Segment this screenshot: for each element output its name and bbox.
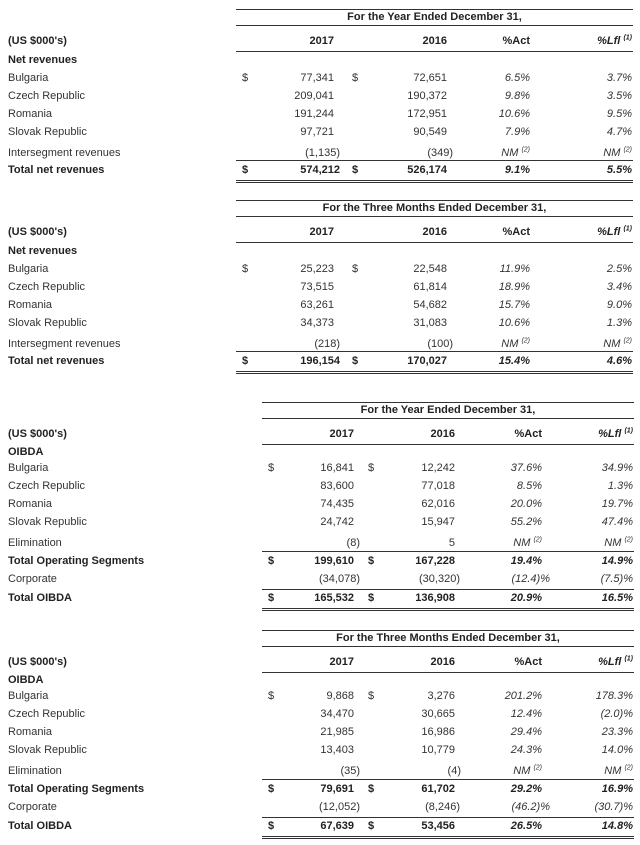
value-2017: 83,600 <box>320 480 354 492</box>
row-label: Slovak Republic <box>8 516 87 528</box>
total-row: Total net revenues $ 574,212 $ 526,174 9.1% 5.5% <box>8 164 632 176</box>
currency-2016: $ <box>368 462 375 474</box>
row-label: Intersegment revenues <box>8 147 121 159</box>
pct-lfl: 3.4% <box>606 281 632 293</box>
value-2016: 77,018 <box>421 480 455 492</box>
pct-lfl: 3.5% <box>606 90 632 102</box>
value-2017: 97,721 <box>300 126 334 138</box>
pct-lfl: 23.3% <box>601 726 633 738</box>
value-2016: 61,814 <box>413 281 447 293</box>
row-label: Romania <box>8 498 53 510</box>
row-label: Bulgaria <box>8 72 49 84</box>
pct-act: NM $^{(2)}$ <box>513 764 542 777</box>
value-2016: 10,779 <box>421 744 455 756</box>
pct-lfl: 4.7% <box>606 126 632 138</box>
row-label: Slovak Republic <box>8 744 87 756</box>
row-label: Elimination <box>8 537 62 549</box>
col-lfl: %Lfl $^{(1)}$ <box>597 34 632 47</box>
value-2017: 63,261 <box>300 299 334 311</box>
value-2016: 16,986 <box>421 726 455 738</box>
value-2017: 34,470 <box>320 708 354 720</box>
value-2017: (35) <box>340 765 360 777</box>
row-label: Bulgaria <box>8 263 49 275</box>
unit-label: (US $000's) <box>8 35 67 47</box>
value-2016: 5 <box>448 537 455 549</box>
table-row <box>0 296 640 314</box>
value-2016: 22,548 <box>413 263 447 275</box>
pct-act: 6.5% <box>504 72 530 84</box>
subtotal-row: Total Operating Segments $ 79,691 $ 61,702 29.2% 16.9% <box>8 783 633 795</box>
table-row <box>0 723 640 741</box>
corporate-row: Corporate (34,078) (30,320) (12.4)% (7.5)% <box>8 573 633 585</box>
pct-lfl: 178.3% <box>595 690 633 702</box>
row-label: Bulgaria <box>8 462 49 474</box>
pct-act: 15.7% <box>498 299 530 311</box>
row-label: Slovak Republic <box>8 317 87 329</box>
table-row <box>0 459 640 477</box>
pct-act: 8.5% <box>516 480 542 492</box>
period-header: For the Year Ended December 31, <box>262 402 634 419</box>
pct-act: 12.4% <box>510 708 542 720</box>
row-label: Slovak Republic <box>8 126 87 138</box>
col-act: %Act <box>502 35 530 47</box>
pct-act: 55.2% <box>510 516 542 528</box>
pct-act: 24.3% <box>510 744 542 756</box>
row-label: Elimination <box>8 765 62 777</box>
value-2017: (1,135) <box>305 147 340 159</box>
pct-act: 29.4% <box>510 726 542 738</box>
currency-2016: $ <box>352 263 359 275</box>
value-2017: 77,341 <box>300 72 334 84</box>
value-2017: 73,515 <box>300 281 334 293</box>
pct-lfl: 14.0% <box>601 744 633 756</box>
subtotal-row: Total Operating Segments $ 199,610 $ 167,228 19.4% 14.9% <box>8 555 633 567</box>
total-row: Total OIBDA $ 165,532 $ 136,908 20.9% 16.5% <box>8 592 633 604</box>
row-label: Bulgaria <box>8 690 49 702</box>
value-2017: 24,742 <box>320 516 354 528</box>
value-2017: 9,868 <box>326 690 354 702</box>
pct-lfl: (2.0)% <box>600 708 633 720</box>
value-2017: 191,244 <box>294 108 334 120</box>
value-2017: 25,223 <box>300 263 334 275</box>
pct-act: 11.9% <box>499 263 530 275</box>
table-row <box>0 477 640 495</box>
period-header: For the Three Months Ended December 31, <box>236 200 633 217</box>
pct-lfl: 2.5% <box>606 263 632 275</box>
table-row <box>0 105 640 123</box>
value-2016: (100) <box>427 338 453 350</box>
value-2017: 16,841 <box>320 462 354 474</box>
corporate-row: Corporate (12,052) (8,246) (46.2)% (30.7)% <box>8 801 633 813</box>
table-row <box>0 260 640 278</box>
row-label: Romania <box>8 299 53 311</box>
pct-act: 201.2% <box>504 690 542 702</box>
table-row <box>0 123 640 141</box>
value-2016: 172,951 <box>407 108 447 120</box>
pct-lfl: NM $^{(2)}$ <box>604 764 633 777</box>
col-2017: 2017 <box>309 35 334 47</box>
table-row <box>0 741 640 759</box>
total-row: Total net revenues $ 196,154 $ 170,027 15.4% 4.6% <box>8 355 632 367</box>
pct-act: 37.6% <box>510 462 542 474</box>
value-2016: 90,549 <box>413 126 447 138</box>
value-2016: 30,665 <box>421 708 455 720</box>
value-2017: 21,985 <box>320 726 354 738</box>
pct-act: NM $^{(2)}$ <box>501 337 530 350</box>
value-2016: 62,016 <box>421 498 455 510</box>
section-label: Net revenues <box>8 54 78 66</box>
value-2016: 190,372 <box>407 90 447 102</box>
total-row: Total OIBDA $ 67,639 $ 53,456 26.5% 14.8% <box>8 820 633 832</box>
currency-2017: $ <box>242 72 249 84</box>
value-2016: 31,083 <box>413 317 447 329</box>
pct-lfl: 9.5% <box>606 108 632 120</box>
value-2016: 54,682 <box>413 299 447 311</box>
period-header: For the Year Ended December 31, <box>236 9 633 26</box>
pct-lfl: 1.3% <box>606 317 632 329</box>
row-label: Czech Republic <box>8 708 86 720</box>
table-row <box>0 278 640 296</box>
row-label: Czech Republic <box>8 480 86 492</box>
value-2017: 209,041 <box>294 90 334 102</box>
value-2016: (349) <box>427 147 453 159</box>
table-row <box>0 495 640 513</box>
table-row <box>0 314 640 332</box>
currency-2016: $ <box>352 72 359 84</box>
pct-act: 18.9% <box>498 281 530 293</box>
currency-2016: $ <box>368 690 375 702</box>
pct-act: 10.6% <box>498 108 530 120</box>
value-2017: (218) <box>314 338 340 350</box>
pct-lfl: 3.7% <box>606 72 632 84</box>
table-row <box>0 705 640 723</box>
pct-act: 9.8% <box>504 90 530 102</box>
row-label: Czech Republic <box>8 281 86 293</box>
value-2016: 72,651 <box>413 72 447 84</box>
table-row <box>0 513 640 531</box>
value-2016: 12,242 <box>421 462 455 474</box>
currency-2017: $ <box>268 690 275 702</box>
row-label: Romania <box>8 108 53 120</box>
pct-lfl: NM $^{(2)}$ <box>603 337 632 350</box>
row-label: Czech Republic <box>8 90 86 102</box>
col-2016: 2016 <box>422 35 447 47</box>
currency-2017: $ <box>268 462 275 474</box>
value-2016: 15,947 <box>421 516 455 528</box>
value-2017: 34,373 <box>300 317 334 329</box>
pct-lfl: 9.0% <box>606 299 632 311</box>
value-2017: 74,435 <box>320 498 354 510</box>
value-2017: (8) <box>346 537 360 549</box>
period-header: For the Three Months Ended December 31, <box>262 630 634 647</box>
table-row <box>0 762 640 780</box>
pct-act: 10.6% <box>498 317 530 329</box>
table-row <box>0 687 640 705</box>
pct-act: 7.9% <box>504 126 530 138</box>
value-2016: (4) <box>447 765 461 777</box>
currency-2017: $ <box>242 263 249 275</box>
table-row <box>0 87 640 105</box>
pct-lfl: 1.3% <box>607 480 633 492</box>
pct-lfl: 19.7% <box>601 498 633 510</box>
pct-act: 20.0% <box>510 498 542 510</box>
pct-act: NM $^{(2)}$ <box>513 536 542 549</box>
row-label: Intersegment revenues <box>8 338 121 350</box>
table-row <box>0 534 640 552</box>
pct-act: NM $^{(2)}$ <box>501 146 530 159</box>
table-row <box>0 69 640 87</box>
value-2017: 13,403 <box>320 744 354 756</box>
value-2016: 3,276 <box>427 690 455 702</box>
pct-lfl: 34.9% <box>601 462 633 474</box>
row-label: Romania <box>8 726 53 738</box>
pct-lfl: NM $^{(2)}$ <box>604 536 633 549</box>
pct-lfl: 47.4% <box>601 516 633 528</box>
pct-lfl: NM $^{(2)}$ <box>603 146 632 159</box>
